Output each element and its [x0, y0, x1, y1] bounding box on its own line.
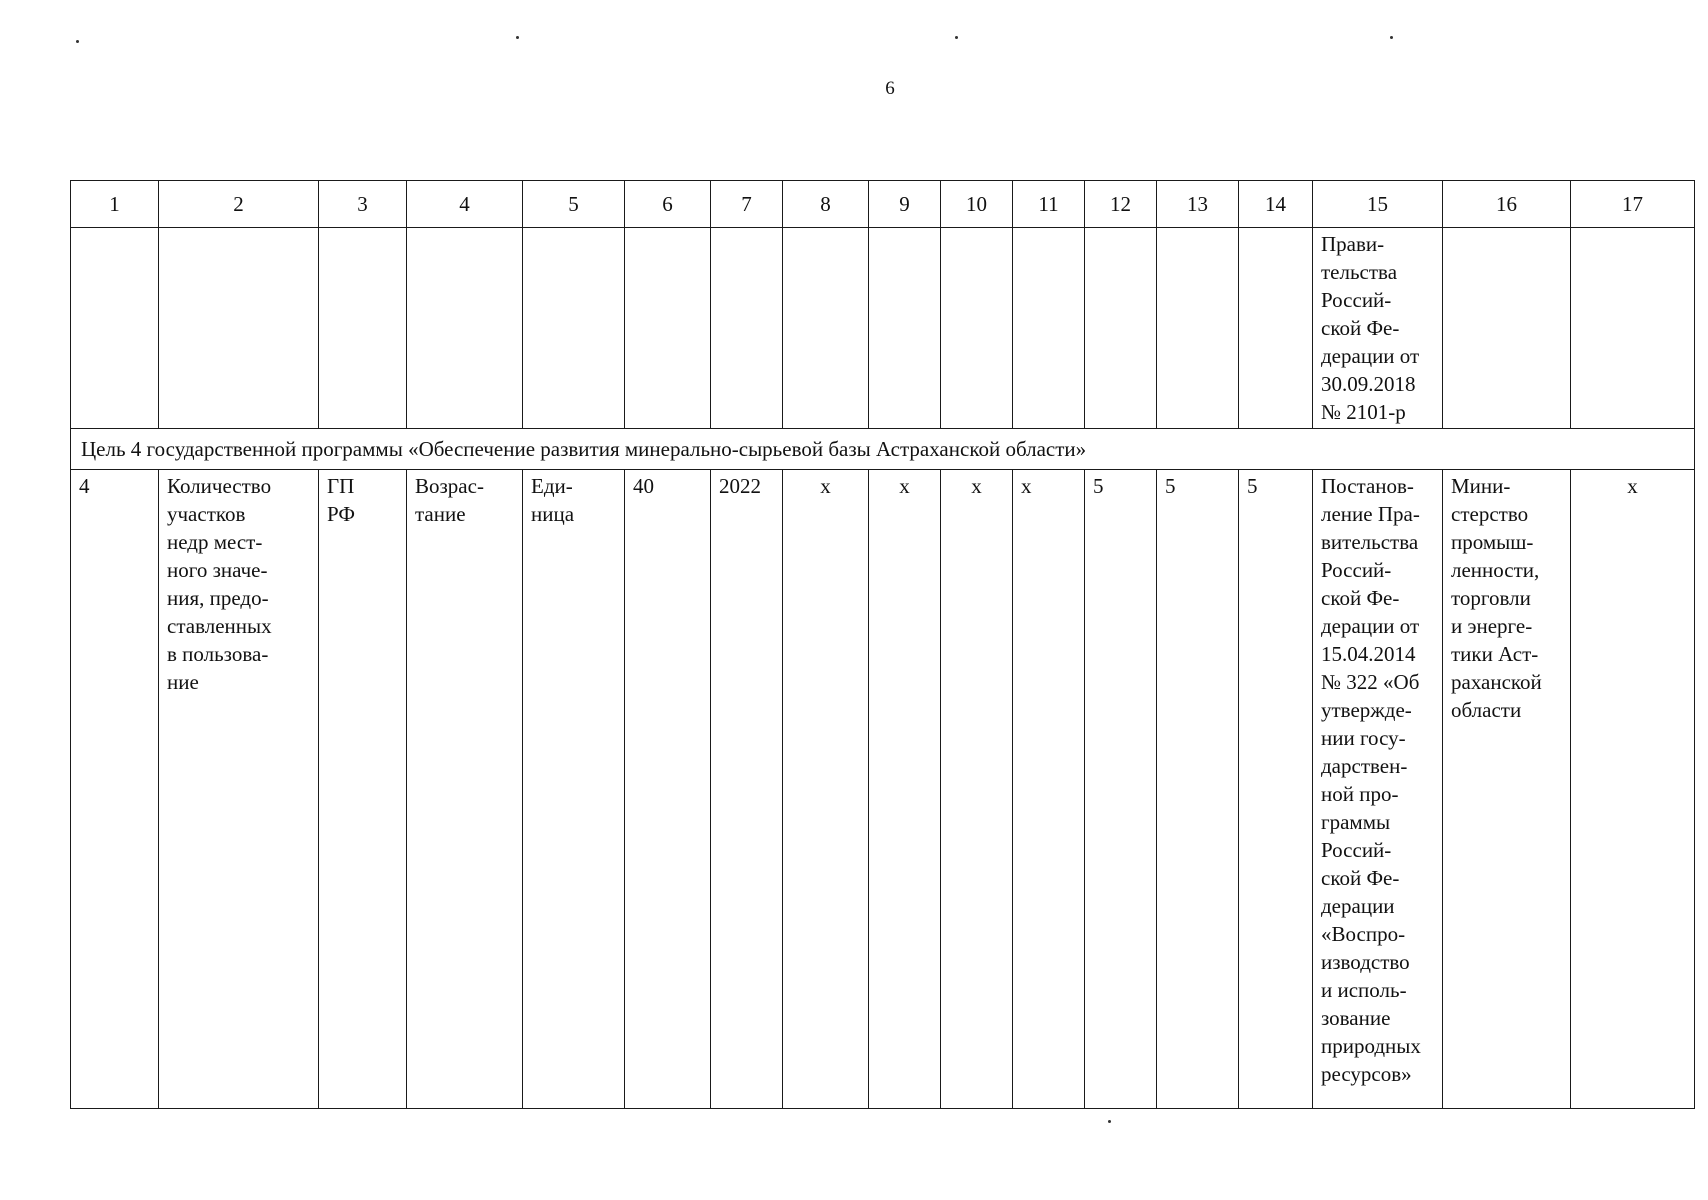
indicators-table [70, 180, 1695, 1109]
goal-row [71, 429, 1695, 470]
goal-heading: Цель 4 государственной программы «Обеспечение развития минерально-сырьевой базы Астраханской области» [71, 429, 1695, 470]
table-cell: 5 [1239, 470, 1313, 1109]
table-cell: 5 [1085, 470, 1157, 1109]
continuation-row [71, 228, 1695, 429]
scan-speck [955, 36, 958, 39]
legal-basis-cell: Постанов- ление Пра- вительства Россий- ской Фе- дерации от 15.04.2014 № 322 «Об утвержде- нии госу- дарствен- ной про- граммы Россий- ской Фе- дерации «Воспро- изводство и исполь- зование природных ресурсов» [1313, 470, 1443, 1109]
column-header: 16 [1443, 181, 1571, 228]
legal-basis-continuation-cell: Прави- тельства Россий- ской Фе- дерации от 30.09.2018 № 2101-р [1313, 228, 1443, 429]
column-header: 15 [1313, 181, 1443, 228]
column-header: 2 [159, 181, 319, 228]
column-header: 12 [1085, 181, 1157, 228]
column-header: 6 [625, 181, 711, 228]
table-cell [625, 228, 711, 429]
table-cell: х [783, 470, 869, 1109]
column-header: 3 [319, 181, 407, 228]
table-cell: х [869, 470, 941, 1109]
column-header: 17 [1571, 181, 1695, 228]
trend-cell: Возрас- тание [407, 470, 523, 1109]
column-header: 14 [1239, 181, 1313, 228]
table-cell [159, 228, 319, 429]
column-header: 10 [941, 181, 1013, 228]
level-cell: ГП РФ [319, 470, 407, 1109]
column-header: 1 [71, 181, 159, 228]
header-row [71, 181, 1695, 228]
table-cell [1443, 228, 1571, 429]
table-cell: х [941, 470, 1013, 1109]
table-cell [941, 228, 1013, 429]
column-header: 4 [407, 181, 523, 228]
column-header: 7 [711, 181, 783, 228]
column-header: 13 [1157, 181, 1239, 228]
scan-speck [1108, 1120, 1111, 1123]
scan-speck [516, 36, 519, 39]
table-cell [407, 228, 523, 429]
column-header: 8 [783, 181, 869, 228]
unit-cell: Еди- ница [523, 470, 625, 1109]
scan-speck [1390, 36, 1393, 39]
row-number-cell: 4 [71, 470, 159, 1109]
table-cell [869, 228, 941, 429]
column-header: 9 [869, 181, 941, 228]
table-cell [319, 228, 407, 429]
table-cell [1157, 228, 1239, 429]
table-cell [1239, 228, 1313, 429]
table-row [71, 470, 1695, 1109]
table-cell: х [1013, 470, 1085, 1109]
table-cell [1571, 228, 1695, 429]
table-cell: х [1571, 470, 1695, 1109]
table-cell [711, 228, 783, 429]
column-header: 5 [523, 181, 625, 228]
table-cell [1013, 228, 1085, 429]
column-header: 11 [1013, 181, 1085, 228]
base-year-cell: 2022 [711, 470, 783, 1109]
table-cell [71, 228, 159, 429]
table-cell [1085, 228, 1157, 429]
table-cell [523, 228, 625, 429]
table-cell: 5 [1157, 470, 1239, 1109]
scan-speck [76, 40, 79, 43]
indicator-name-cell: Количество участков недр мест- ного значе- ния, предо- ставленных в пользова- ние [159, 470, 319, 1109]
base-value-cell: 40 [625, 470, 711, 1109]
responsible-cell: Мини- стерство промыш- ленности, торговли и энерге- тики Аст- раханской области [1443, 470, 1571, 1109]
table-cell [783, 228, 869, 429]
page-number: 6 [885, 78, 895, 99]
